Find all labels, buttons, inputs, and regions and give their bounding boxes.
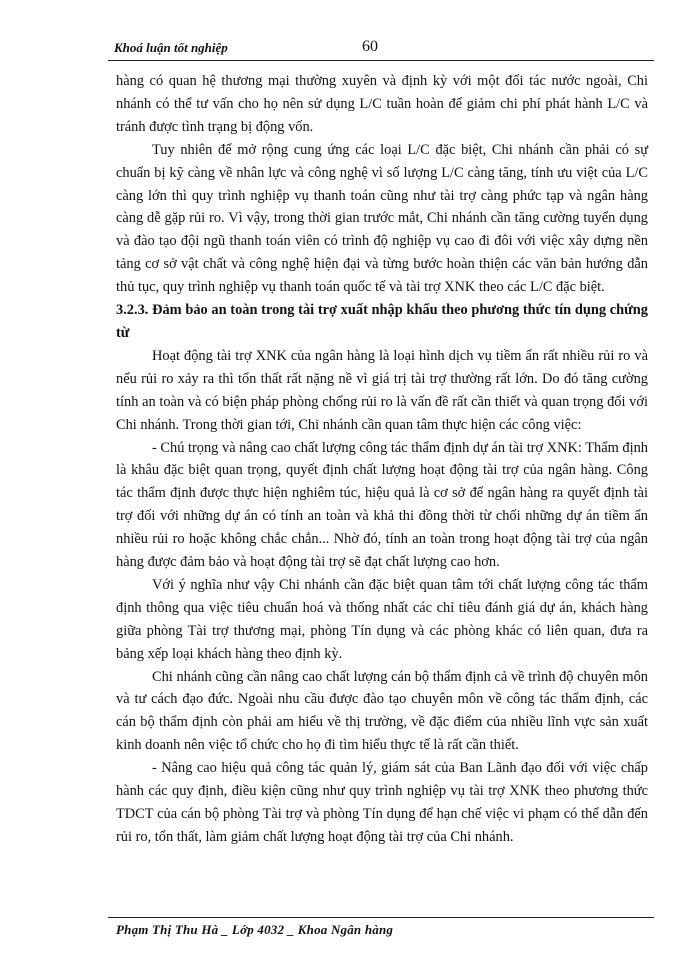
page-footer: Phạm Thị Thu Hà _ Lớp 4032 _ Khoa Ngân hàng (116, 922, 394, 937)
paragraph-appraiser-quality: Chi nhánh cũng cần nâng cao chất lượng cán bộ thẩm định cả về trình độ chuyên môn và tư cách đạo đức. Ngoài nhu cầu được đào tạo chuyên môn về công tác thẩm định, các cán bộ thẩm định còn phải am hiểu về thị trường, về đặc điểm của nhiều lĩnh vực sản xuất kinh doanh nên việc tổ chức cho họ đi tìm hiểu thực tế là rất cần thiết. (116, 668, 648, 754)
header-title: Khoá luận tốt nghiệp (114, 40, 228, 55)
paragraph-appraisal-standardization: Với ý nghĩa như vậy Chi nhánh cần đặc biệt quan tâm tới chất lượng công tác thẩm định thông qua việc tiêu chuẩn hoá và thống nhất các chỉ tiêu đánh giá dự án, khách hàng giữa phòng Tài trợ thương mại, phòng Tín dụng và các phòng khác có liên quan, đưa ra bảng xếp loại khách hàng theo định kỳ. (116, 576, 648, 662)
section-heading-3-2-3: 3.2.3. Đảm bảo an toàn trong tài trợ xuất nhập khẩu theo phương thức tín dụng chứng từ (116, 302, 648, 341)
paragraph-management-supervision: - Nâng cao hiệu quả công tác quản lý, giám sát của Ban Lãnh đạo đối với việc chấp hành các quy định, điều kiện cũng như quy trình nghiệp vụ tài trợ XNK theo phương thức TDCT của cán bộ phòng Tài trợ và phòng Tín dụng để hạn chế việc vi phạm có thể dẫn đến rủi ro, tổn thất, làm giảm chất lượng hoạt động tài trợ của Chi nhánh. (116, 760, 648, 845)
header-rule (108, 60, 654, 61)
footer-rule (108, 917, 654, 918)
paragraph-continuation: hàng có quan hệ thương mại thường xuyên và định kỳ với một đối tác nước ngoài, Chi nhánh có thể tư vấn cho họ nên sử dụng L/C tuần hoàn để giảm chi phí phát hành L/C và tránh được tình trạng bị động vốn. (116, 73, 648, 135)
document-body (116, 70, 648, 849)
page-header (108, 38, 654, 62)
paragraph-appraisal-quality: - Chú trọng và nâng cao chất lượng công tác thẩm định dự án tài trợ XNK: Thẩm định là khâu đặc biệt quan trọng, quyết định chất lượng hoạt động tài trợ của ngân hàng. Công tác thẩm định được thực hiện nghiêm túc, hiệu quả là cơ sở để ngân hàng ra quyết định tài trợ đối với những dự án có tính an toàn và khả thi đồng thời từ chối những dự án tiềm ẩn nhiều rủi ro hoặc không chắc chắn... Nhờ đó, tính an toàn trong hoạt động tài trợ của ngân hàng được đảm bảo và hoạt động tài trợ sẽ đạt chất lượng cao hơn. (116, 439, 648, 571)
page-number: 60 (362, 38, 378, 55)
paragraph-special-lc: Tuy nhiên để mở rộng cung ứng các loại L/C đặc biệt, Chi nhánh cần phải có sự chuẩn bị kỹ càng về nhân lực và công nghệ vì số lượng L/C càng tăng, tính ưu việt của L/C càng lớn thì quy trình nghiệp vụ thanh toán cũng như tài trợ càng phức tạp và ngân hàng càng dễ gặp rủi ro. Vì vậy, trong thời gian trước mắt, Chi nhánh cần tăng cường tuyển dụng và đào tạo đội ngũ thanh toán viên có trình độ nghiệp vụ cao đi đôi với việc xây dựng nền tảng cơ sở vật chất và công nghệ hiện đại và từng bước hoàn thiện các văn bản hướng dẫn thủ tục, quy trình nghiệp vụ thanh toán quốc tế và tài trợ XNK theo các L/C đặc biệt. (116, 141, 648, 296)
paragraph-risk-intro: Hoạt động tài trợ XNK của ngân hàng là loại hình dịch vụ tiềm ẩn rất nhiều rủi ro và nếu rủi ro xảy ra thì tổn thất rất nặng nề vì giá trị tài trợ thường rất lớn. Do đó tăng cường tính an toàn và có biện pháp phòng chống rủi ro là vấn đề rất cần thiết và quan trọng đối với Chi nhánh. Trong thời gian tới, Chi nhánh cần quan tâm thực hiện các công việc: (116, 347, 648, 433)
